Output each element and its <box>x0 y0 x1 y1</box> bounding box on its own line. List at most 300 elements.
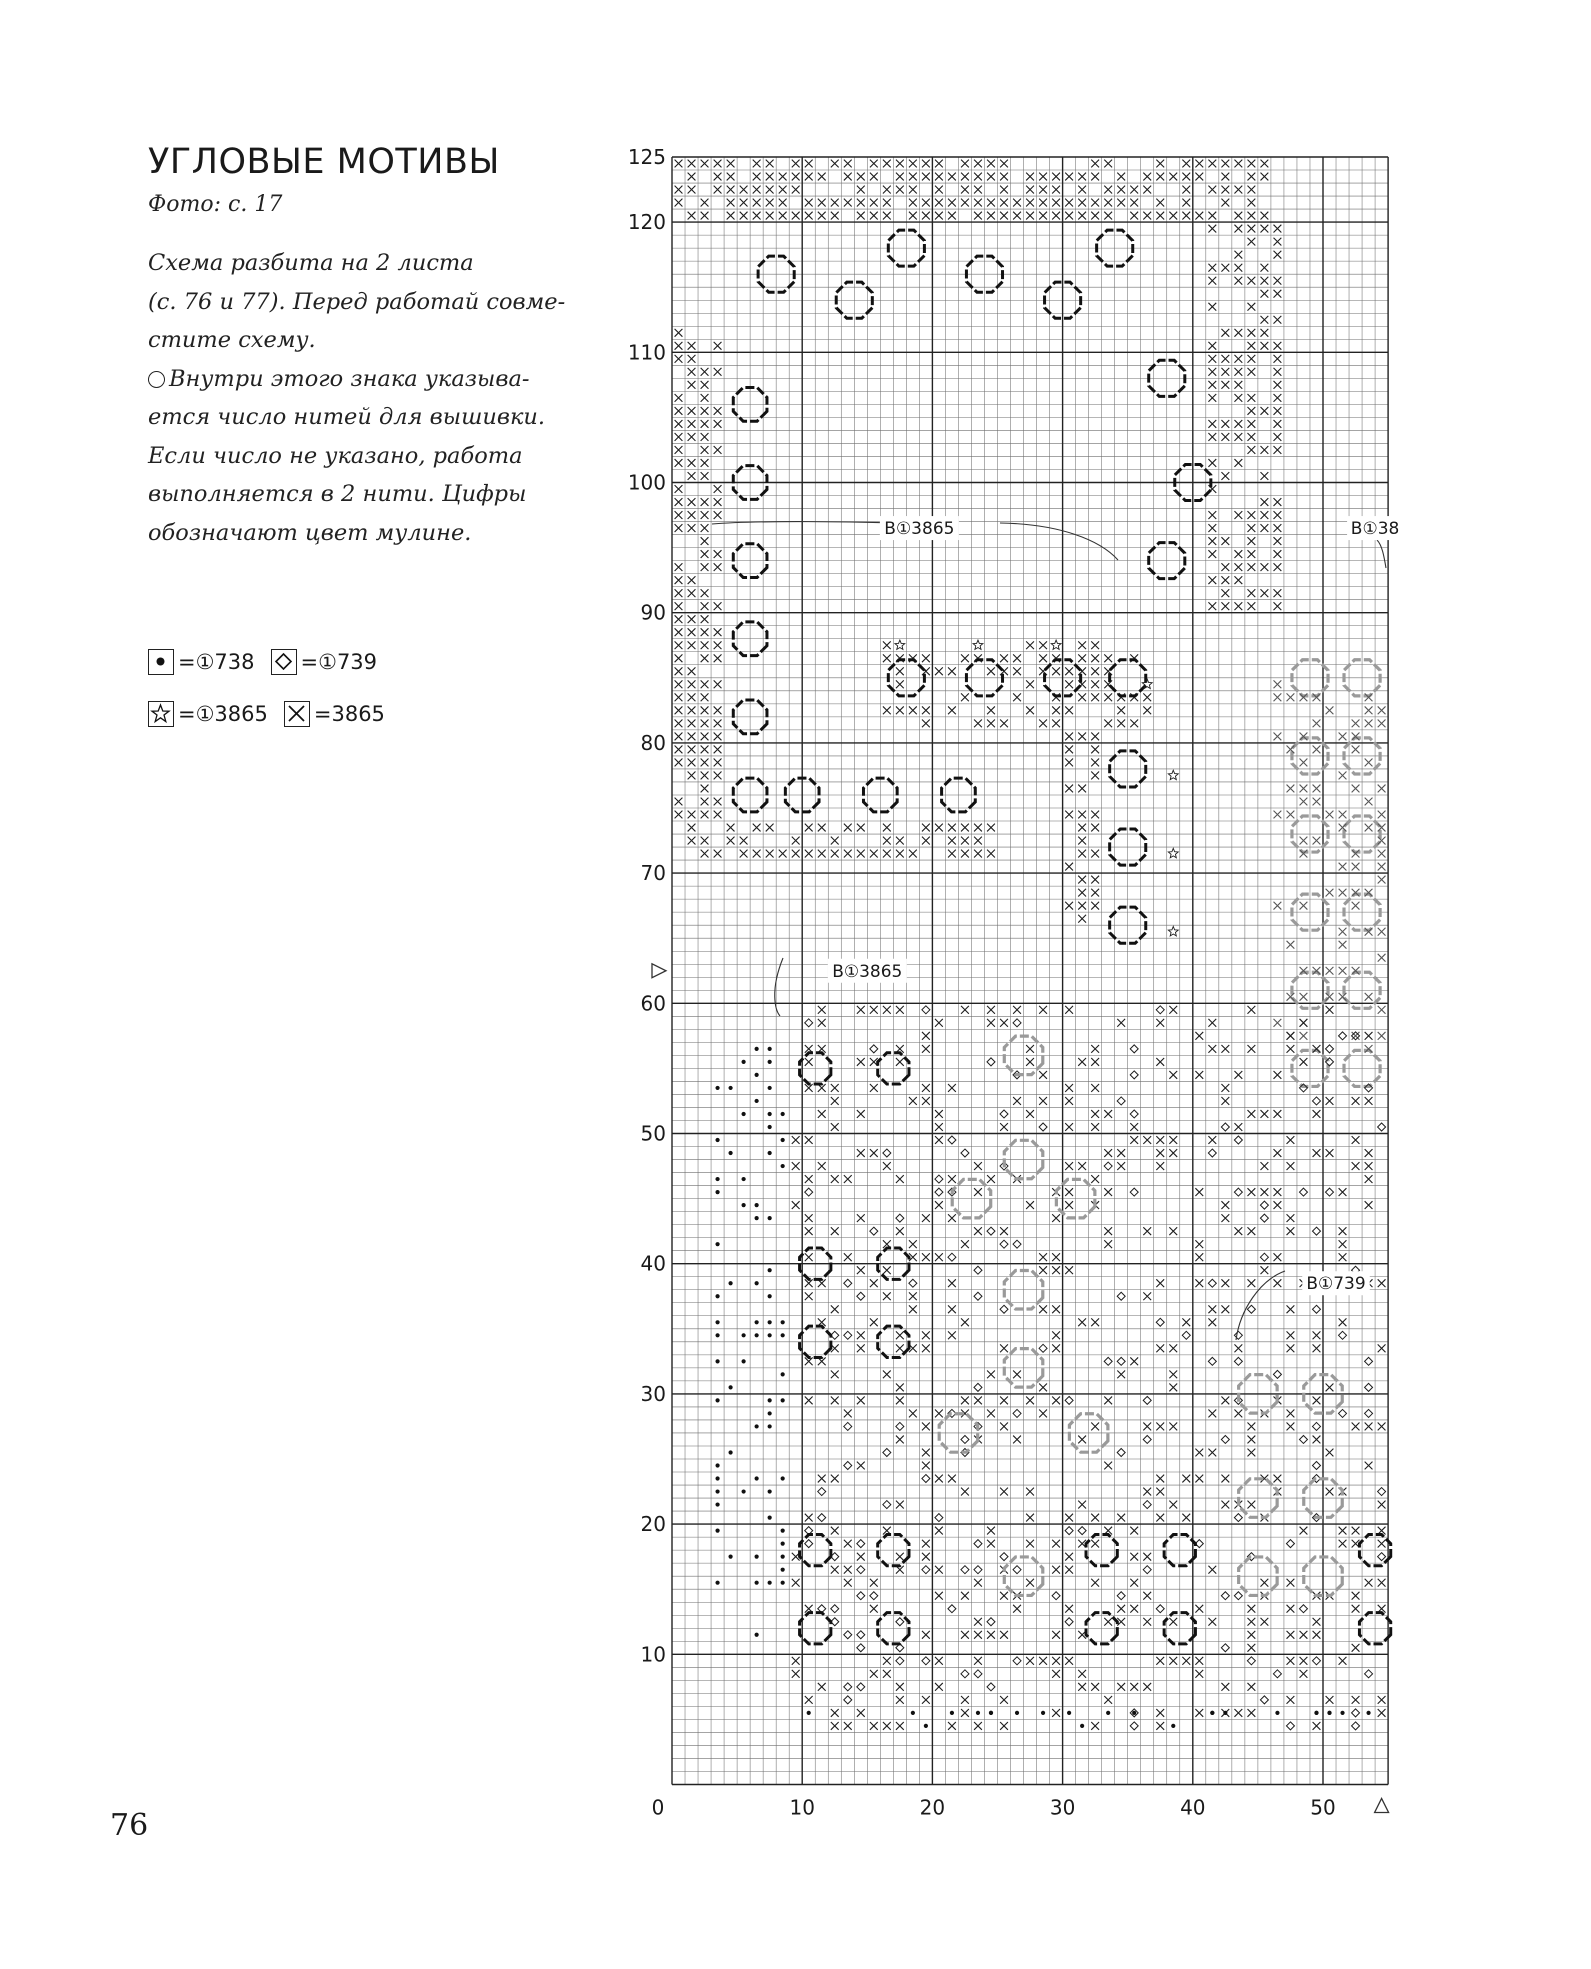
diamond-stitch-mark <box>844 1696 852 1704</box>
cross-stitch-mark <box>844 199 852 207</box>
cross-stitch-mark <box>1261 446 1269 454</box>
cross-stitch-mark <box>1065 1566 1073 1574</box>
cross-stitch-mark <box>1052 1566 1060 1574</box>
cross-stitch-mark <box>1065 1097 1073 1105</box>
cross-stitch-mark <box>1287 1214 1295 1222</box>
diamond-stitch-mark <box>1130 1045 1138 1053</box>
cross-stitch-mark <box>1000 1592 1008 1600</box>
cross-stitch-mark <box>883 1266 891 1274</box>
cross-stitch-mark <box>909 212 917 220</box>
cross-stitch-mark <box>1065 667 1073 675</box>
cross-stitch-mark <box>1339 863 1347 871</box>
diamond-stitch-mark <box>961 1670 969 1678</box>
cross-stitch-mark <box>1065 746 1073 754</box>
cross-stitch-mark <box>1261 589 1269 597</box>
cross-stitch-mark <box>1378 1032 1386 1040</box>
cross-stitch-mark <box>1247 602 1255 610</box>
cross-stitch-mark <box>831 1722 839 1730</box>
cross-stitch-mark <box>1234 511 1242 519</box>
cross-stitch-mark <box>1117 1514 1125 1522</box>
dot-stitch-mark <box>728 1555 732 1559</box>
cross-stitch-mark <box>1156 160 1164 168</box>
cross-stitch-mark <box>1274 589 1282 597</box>
cross-stitch-mark <box>948 1084 956 1092</box>
diamond-stitch-mark <box>1312 1305 1320 1313</box>
cross-stitch-mark <box>1000 1631 1008 1639</box>
cross-stitch-mark <box>1234 1227 1242 1235</box>
cross-stitch-mark <box>1000 1019 1008 1027</box>
cross-stitch-mark <box>883 1657 891 1665</box>
cross-stitch-mark <box>831 837 839 845</box>
page-number: 76 <box>110 1808 149 1843</box>
cross-stitch-mark <box>1065 1657 1073 1665</box>
cross-stitch-mark <box>883 1162 891 1170</box>
cross-stitch-mark <box>1078 212 1086 220</box>
cross-stitch-mark <box>1156 1058 1164 1066</box>
cross-stitch-mark <box>857 186 865 194</box>
cross-stitch-mark <box>831 850 839 858</box>
dot-stitch-mark <box>715 1190 719 1194</box>
cross-stitch-mark <box>857 1214 865 1222</box>
callout-leader-line <box>1236 1271 1285 1340</box>
cross-stitch-mark <box>701 706 709 714</box>
cross-stitch-mark <box>948 1722 956 1730</box>
dot-stitch-mark <box>715 1489 719 1493</box>
cross-stitch-mark <box>1221 264 1229 272</box>
cross-stitch-mark <box>805 1514 813 1522</box>
cross-stitch-mark <box>1078 693 1086 701</box>
cross-stitch-mark <box>1234 225 1242 233</box>
cross-stitch-mark <box>779 186 787 194</box>
diamond-stitch-mark <box>1312 1657 1320 1665</box>
cross-stitch-mark <box>883 186 891 194</box>
cross-stitch-mark <box>1000 1227 1008 1235</box>
dot-stitch-mark <box>715 1294 719 1298</box>
cross-stitch-mark <box>1313 1344 1321 1352</box>
cross-stitch-mark <box>1378 1423 1386 1431</box>
cross-stitch-mark <box>688 719 696 727</box>
legend-value: =3865 <box>313 702 385 726</box>
cross-stitch-mark <box>1013 1006 1021 1014</box>
cross-stitch-mark <box>1091 1045 1099 1053</box>
cross-stitch-mark <box>1078 1318 1086 1326</box>
diamond-stitch-mark <box>1208 1279 1216 1287</box>
cross-stitch-mark <box>701 394 709 402</box>
cross-stitch-mark <box>1221 199 1229 207</box>
diamond-stitch-mark <box>987 1227 995 1235</box>
diamond-stitch-mark <box>974 1540 982 1548</box>
cross-stitch-mark <box>1156 199 1164 207</box>
cross-stitch-mark <box>1078 1683 1086 1691</box>
cross-stitch-mark <box>870 1605 878 1613</box>
cross-stitch-mark <box>1182 160 1190 168</box>
dot-stitch-mark <box>715 1476 719 1480</box>
cross-stitch-mark <box>1234 277 1242 285</box>
cross-stitch-mark <box>935 1475 943 1483</box>
diamond-stitch-mark <box>1065 1527 1073 1535</box>
cross-stitch-mark <box>1221 420 1229 428</box>
cross-stitch-mark <box>1261 173 1269 181</box>
cross-stitch-mark <box>831 1097 839 1105</box>
cross-stitch-mark <box>1052 1709 1060 1717</box>
dot-stitch-mark <box>755 1216 759 1220</box>
diamond-stitch-mark <box>922 1006 930 1014</box>
cross-stitch-mark <box>844 1410 852 1418</box>
cross-stitch-mark <box>987 1006 995 1014</box>
cross-stitch-mark <box>1365 1032 1373 1040</box>
cross-stitch-mark <box>896 1058 904 1066</box>
cross-stitch-mark <box>675 576 683 584</box>
cross-stitch-mark <box>1078 902 1086 910</box>
cross-stitch-mark <box>1065 811 1073 819</box>
diamond-stitch-mark <box>1065 1618 1073 1626</box>
x-tick-label: 0 <box>651 1795 665 1820</box>
cross-stitch-mark <box>1339 1253 1347 1261</box>
cross-stitch-mark <box>1234 1344 1242 1352</box>
cross-stitch-mark <box>1091 732 1099 740</box>
cross-stitch-mark <box>1026 1540 1034 1548</box>
cross-stitch-mark <box>1000 1722 1008 1730</box>
diamond-stitch-mark <box>805 1540 813 1548</box>
dot-stitch-mark <box>911 1711 915 1715</box>
cross-stitch-mark <box>688 342 696 350</box>
cross-stitch-mark <box>909 1410 917 1418</box>
diamond-stitch-mark <box>1039 1344 1047 1352</box>
cross-stitch-mark <box>896 837 904 845</box>
cross-stitch-mark <box>1326 1696 1334 1704</box>
cross-stitch-mark <box>1078 837 1086 845</box>
diamond-stitch-mark <box>1117 1448 1125 1456</box>
diamond-stitch-mark <box>818 1514 826 1522</box>
cross-stitch-mark <box>1000 654 1008 662</box>
cross-stitch-mark <box>753 173 761 181</box>
cross-stitch-mark <box>1000 1423 1008 1431</box>
cross-stitch-mark <box>1143 212 1151 220</box>
cross-stitch-mark <box>1313 1436 1321 1444</box>
cross-stitch-mark <box>701 811 709 819</box>
cross-stitch-mark <box>701 433 709 441</box>
cross-stitch-mark <box>701 732 709 740</box>
cross-stitch-mark <box>948 199 956 207</box>
cross-stitch-mark <box>1274 1279 1282 1287</box>
center-marker-x <box>1375 1799 1389 1813</box>
dot-stitch-mark <box>781 1333 785 1337</box>
cross-stitch-mark <box>753 212 761 220</box>
cross-stitch-mark <box>1274 550 1282 558</box>
y-tick-label: 110 <box>627 340 666 365</box>
cross-stitch-mark <box>1091 160 1099 168</box>
cross-stitch-mark <box>1247 1279 1255 1287</box>
cross-stitch-mark <box>688 160 696 168</box>
cross-stitch-mark <box>1247 1423 1255 1431</box>
cross-stitch-mark <box>1313 798 1321 806</box>
cross-stitch-mark <box>1169 1383 1177 1391</box>
cross-stitch-mark <box>1261 264 1269 272</box>
stitch-marks <box>675 160 1391 1730</box>
cross-stitch-mark <box>1274 1188 1282 1196</box>
cross-stitch-mark <box>1339 811 1347 819</box>
cross-stitch-mark <box>1130 1357 1138 1365</box>
cross-stitch-mark <box>714 628 722 636</box>
diamond-stitch-mark <box>961 1566 969 1574</box>
dot-stitch-mark <box>742 1060 746 1064</box>
diamond-stitch-mark <box>974 1670 982 1678</box>
cross-stitch-mark <box>961 693 969 701</box>
cross-stitch-mark <box>792 1201 800 1209</box>
cross-stitch-mark <box>948 850 956 858</box>
cross-stitch-mark <box>935 1566 943 1574</box>
dot-stitch-mark <box>781 1372 785 1376</box>
cross-stitch-mark <box>1313 1722 1321 1730</box>
cross-stitch-mark <box>896 173 904 181</box>
dot-stitch-mark <box>1067 1711 1071 1715</box>
cross-stitch-mark <box>688 472 696 480</box>
cross-stitch-mark <box>1195 160 1203 168</box>
cross-stitch-mark <box>1195 1670 1203 1678</box>
cross-stitch-mark <box>1117 199 1125 207</box>
cross-stitch-mark <box>1117 186 1125 194</box>
cross-stitch-mark <box>1261 524 1269 532</box>
cross-stitch-mark <box>805 1136 813 1144</box>
cross-stitch-mark <box>1287 1331 1295 1339</box>
cross-stitch-mark <box>896 1683 904 1691</box>
cross-stitch-mark <box>948 1305 956 1313</box>
diamond-stitch-mark <box>1378 1553 1386 1561</box>
cross-stitch-mark <box>805 173 813 181</box>
cross-stitch-mark <box>896 1722 904 1730</box>
cross-stitch-mark <box>688 173 696 181</box>
cross-stitch-mark <box>688 368 696 376</box>
cross-stitch-mark <box>675 433 683 441</box>
diamond-stitch-mark <box>1378 1123 1386 1131</box>
cross-stitch-mark <box>1000 173 1008 181</box>
cross-stitch-mark <box>701 459 709 467</box>
cross-stitch-mark <box>909 850 917 858</box>
cross-stitch-mark <box>831 1227 839 1235</box>
cross-stitch-mark <box>714 173 722 181</box>
diamond-stitch-mark <box>1234 1136 1242 1144</box>
cross-stitch-mark <box>935 1410 943 1418</box>
cross-stitch-mark <box>1208 1318 1216 1326</box>
cross-stitch-mark <box>844 1566 852 1574</box>
cross-stitch-mark <box>935 199 943 207</box>
diamond-stitch-mark <box>1208 1149 1216 1157</box>
cross-stitch-mark <box>675 160 683 168</box>
cross-stitch-mark <box>909 706 917 714</box>
dot-stitch-mark <box>989 1711 993 1715</box>
cross-stitch-mark <box>1247 1631 1255 1639</box>
cross-stitch-mark <box>922 1344 930 1352</box>
cross-stitch-mark <box>1300 1657 1308 1665</box>
cross-stitch-mark <box>1052 1344 1060 1352</box>
cross-stitch-mark <box>870 199 878 207</box>
cross-stitch-mark <box>1130 1527 1138 1535</box>
cross-stitch-mark <box>1052 199 1060 207</box>
dot-stitch-mark <box>781 1320 785 1324</box>
cross-stitch-mark <box>701 850 709 858</box>
y-tick-label: 70 <box>640 861 666 886</box>
cross-stitch-mark <box>714 719 722 727</box>
cross-stitch-mark <box>818 1019 826 1027</box>
cross-stitch-mark <box>818 824 826 832</box>
cross-stitch-mark <box>844 1253 852 1261</box>
cross-stitch-mark <box>1182 1318 1190 1326</box>
cross-stitch-mark <box>1091 1514 1099 1522</box>
cross-stitch-mark <box>792 160 800 168</box>
cross-stitch-mark <box>1208 1045 1216 1053</box>
cross-stitch-mark <box>1117 1019 1125 1027</box>
cross-stitch-mark <box>675 641 683 649</box>
cross-stitch-mark <box>987 719 995 727</box>
diamond-stitch-mark <box>1247 1305 1255 1313</box>
cross-stitch-mark <box>1234 1123 1242 1131</box>
cross-stitch-mark <box>1026 212 1034 220</box>
dot-stitch-mark <box>728 1281 732 1285</box>
cross-stitch-mark <box>1221 472 1229 480</box>
cross-stitch-mark <box>1234 264 1242 272</box>
cross-stitch-mark <box>1274 1110 1282 1118</box>
cross-stitch-mark <box>1156 212 1164 220</box>
cross-stitch-mark <box>857 173 865 181</box>
cross-stitch-mark <box>1208 420 1216 428</box>
cross-stitch-mark <box>701 615 709 623</box>
cross-stitch-mark <box>675 732 683 740</box>
diamond-stitch-mark <box>987 1618 995 1626</box>
cross-stitch-mark <box>896 667 904 675</box>
diamond-stitch-mark <box>844 1462 852 1470</box>
cross-stitch-mark <box>1013 654 1021 662</box>
cross-stitch-mark <box>1039 1253 1047 1261</box>
dot-stitch-mark <box>768 1151 772 1155</box>
star-stitch-mark <box>1168 926 1178 935</box>
cross-stitch-mark <box>805 1058 813 1066</box>
diamond-stitch-mark <box>948 1605 956 1613</box>
cross-stitch-mark <box>1221 602 1229 610</box>
diamond-stitch-mark <box>1260 1696 1268 1704</box>
cross-stitch-mark <box>1143 693 1151 701</box>
cross-stitch-mark <box>974 1162 982 1170</box>
cross-stitch-mark <box>922 1253 930 1261</box>
cross-stitch-mark <box>701 589 709 597</box>
dot-stitch-mark <box>1106 1711 1110 1715</box>
cross-stitch-mark <box>1300 759 1308 767</box>
diamond-stitch-mark <box>1326 1188 1334 1196</box>
diamond-stitch-mark <box>922 1657 930 1665</box>
cross-stitch-mark <box>1078 199 1086 207</box>
cross-stitch-mark <box>766 850 774 858</box>
cross-stitch-mark <box>1195 1449 1203 1457</box>
dot-stitch-mark <box>715 1320 719 1324</box>
cross-stitch-mark <box>1234 355 1242 363</box>
cross-stitch-mark <box>1300 837 1308 845</box>
cross-stitch-mark <box>714 186 722 194</box>
cross-stitch-mark <box>1274 1019 1282 1027</box>
cross-stitch-mark <box>987 850 995 858</box>
cross-stitch-mark <box>727 824 735 832</box>
cross-stitch-mark <box>1221 1214 1229 1222</box>
cross-stitch-mark <box>1247 212 1255 220</box>
diamond-stitch-mark <box>805 1188 813 1196</box>
cross-stitch-mark <box>740 186 748 194</box>
diamond-stitch-mark <box>1000 1305 1008 1313</box>
cross-stitch-mark <box>701 498 709 506</box>
cross-stitch-mark <box>896 1397 904 1405</box>
cross-stitch-mark <box>1326 967 1334 975</box>
callout-leader-line <box>1000 523 1118 560</box>
cross-stitch-mark <box>1065 785 1073 793</box>
instruction-line: ется число нитей для вышивки. <box>148 404 546 430</box>
cross-stitch-mark <box>935 1201 943 1209</box>
cross-stitch-mark <box>857 1331 865 1339</box>
cross-stitch-mark <box>1026 1488 1034 1496</box>
cross-stitch-mark <box>1182 199 1190 207</box>
cross-stitch-mark <box>1065 1162 1073 1170</box>
cross-stitch-mark <box>1065 1188 1073 1196</box>
cross-stitch-mark <box>714 420 722 428</box>
cross-stitch-mark <box>922 160 930 168</box>
cross-stitch-mark <box>935 824 943 832</box>
y-tick-label: 30 <box>640 1381 666 1406</box>
cross-stitch-mark <box>688 355 696 363</box>
cross-stitch-mark <box>1208 394 1216 402</box>
cross-stitch-mark <box>1065 1123 1073 1131</box>
cross-stitch-mark <box>1026 1657 1034 1665</box>
cross-stitch-mark <box>1247 1449 1255 1457</box>
cross-stitch-mark <box>922 1214 930 1222</box>
cross-stitch-mark <box>1169 1618 1177 1626</box>
cross-stitch-mark <box>1130 1683 1138 1691</box>
cross-stitch-mark <box>1039 199 1047 207</box>
cross-stitch-mark <box>857 212 865 220</box>
dot-stitch-mark <box>755 1476 759 1480</box>
cross-stitch-mark <box>935 160 943 168</box>
cross-stitch-mark <box>1169 1006 1177 1014</box>
cross-stitch-mark <box>1026 199 1034 207</box>
dot-stitch-mark <box>715 1581 719 1585</box>
diamond-stitch-mark <box>1299 1435 1307 1443</box>
x-tick-label: 20 <box>919 1795 946 1820</box>
diamond-stitch-mark <box>1000 1240 1008 1248</box>
diamond-stitch-mark <box>1247 1657 1255 1665</box>
cross-stitch-mark <box>948 667 956 675</box>
cross-stitch-mark <box>1026 186 1034 194</box>
cross-stitch-mark <box>1000 1397 1008 1405</box>
cross-stitch-mark <box>1300 1670 1308 1678</box>
cross-stitch-mark <box>1234 251 1242 259</box>
cross-stitch-mark <box>857 1006 865 1014</box>
cross-stitch-mark <box>948 824 956 832</box>
cross-stitch-mark <box>1013 1436 1021 1444</box>
cross-stitch-mark <box>1221 173 1229 181</box>
cross-stitch-mark <box>1104 1149 1112 1157</box>
diamond-stitch-mark <box>987 1058 995 1066</box>
cross-stitch-mark <box>675 759 683 767</box>
cross-stitch-mark <box>1156 1149 1164 1157</box>
cross-stitch-mark <box>688 824 696 832</box>
cross-stitch-mark <box>883 1370 891 1378</box>
cross-stitch-mark <box>1026 1397 1034 1405</box>
dot-stitch-mark <box>950 1711 954 1715</box>
cross-stitch-mark <box>688 186 696 194</box>
dot-stitch-mark <box>728 1086 732 1090</box>
cross-stitch-mark <box>1274 524 1282 532</box>
cross-stitch-mark <box>818 199 826 207</box>
cross-stitch-mark <box>935 1110 943 1118</box>
cross-stitch-mark <box>1065 199 1073 207</box>
cross-stitch-mark <box>805 1696 813 1704</box>
instruction-line: выполняется в 2 нити. Цифры <box>148 481 527 507</box>
cross-stitch-mark <box>1026 1058 1034 1066</box>
